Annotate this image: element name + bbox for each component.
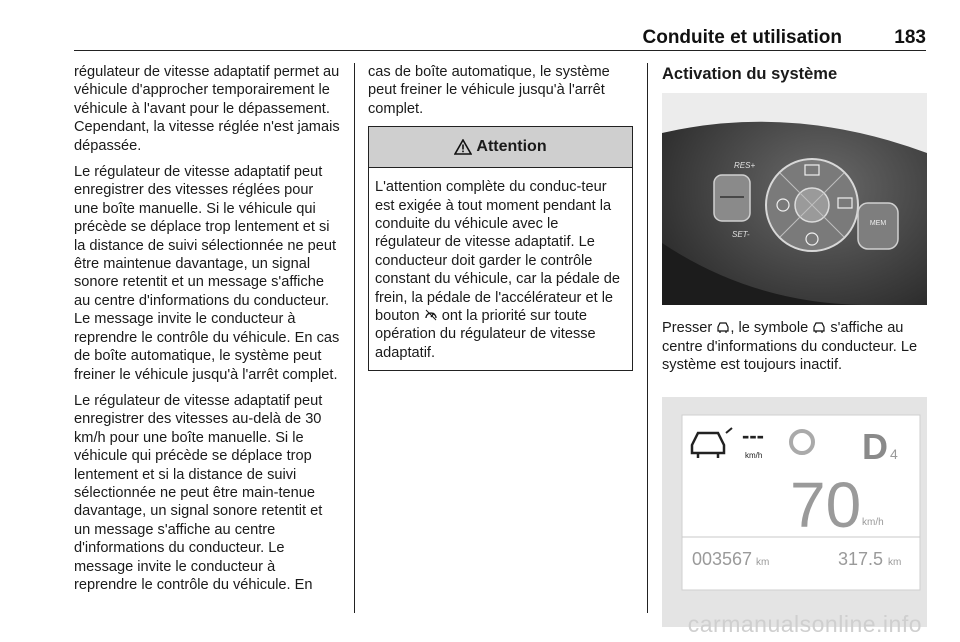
odometer: 003567 [692, 548, 753, 569]
adaptive-cruise-icon [716, 321, 730, 334]
steering-wheel-photo [662, 93, 927, 305]
column-1 [74, 63, 340, 602]
warning-text-end: ont la priorité sur toute opération du régulateur de vitesse adaptatif. [375, 308, 596, 361]
set-speed-unit: km/h [745, 450, 763, 460]
warning-body [369, 168, 632, 370]
warning-triangle-icon [454, 139, 472, 155]
warning-box [368, 126, 633, 371]
warning-text: L'attention complète du conduc‑teur est exigée à tout moment pendant la conduite du véhicule avec le régulateur de vitesse adaptatif. Le conducteur doit garder le contrôle constant du véhicule, car la pédale de frein, la pédale de l'accélérateur et le bouton [375, 179, 621, 325]
column-2 [368, 63, 633, 371]
gear-indicator: D [862, 425, 888, 467]
steering-wheel-controls-illustration [662, 93, 927, 305]
adaptive-cruise-icon [812, 321, 826, 334]
driver-info-center-display [662, 397, 927, 627]
paragraph: Le régulateur de vitesse adaptatif peut enregistrer des vitesses réglées pour une boîte manuelle. Si le véhicule qui précède se déplace trop lentement et si la distance de suivi sélectionnée ne peut être maintenue davantage, un signal sonore retentit et un message s'affiche au centre d'informations du conducteur. Le message invite le conducteur à reprendre le contrôle du véhicule. En cas de boîte automatique, le système peut freiner le véhicule jusqu'à l'arrêt complet. [74, 164, 340, 383]
warning-title: Attention [476, 138, 547, 156]
mem-label: MEM [869, 220, 887, 228]
trip-unit: km [888, 556, 902, 568]
paragraph: Presser , le symbole s'affiche au centre d'informations du conducteur. Le système est toujours inactif. [662, 320, 918, 374]
current-speed-unit: km/h [862, 516, 884, 528]
res-label: RES+ [734, 161, 756, 171]
set-speed-dashes: --- [742, 422, 764, 448]
column-divider [647, 63, 648, 613]
paragraph: cas de boîte automatique, le système peut freiner le véhicule jusqu'à l'arrêt complet. [368, 64, 610, 117]
paragraph: Le régulateur de vitesse adaptatif peut enregistrer des vitesses au-delà de 30 km/h pour une boîte manuelle. Si le véhicule qui précède se déplace trop lentement et si la distance de suivi sélectionnée ne peut être main‑tenue davantage, un signal sonore retentit et un message s'affiche au centre d'informations du conducteur. Le message invite le conducteur à reprendre le contrôle du véhicule. En [74, 392, 323, 593]
column-divider [354, 63, 355, 613]
warning-header [369, 127, 632, 168]
trip-meter: 317.5 [838, 548, 884, 569]
header-rule [74, 50, 926, 51]
odometer-unit: km [756, 556, 770, 568]
paragraph: régulateur de vitesse adaptatif permet au véhicule d'approcher temporairement le véhicule à l'avant pour le dépassement. Cependant, la vitesse réglée n'est jamais dépassée. [74, 64, 340, 154]
page-number: 183 [894, 27, 926, 48]
watermark: carmanualsonline.info [687, 611, 922, 637]
cruise-cancel-icon [424, 308, 438, 322]
current-speed: 70 [790, 468, 862, 541]
gear-number: 4 [890, 445, 898, 462]
chapter-title: Conduite et utilisation [642, 27, 842, 48]
section-title: Activation du système [662, 65, 838, 83]
column-3 [662, 63, 927, 627]
set-label: SET- [732, 230, 750, 240]
page-header [0, 0, 960, 48]
